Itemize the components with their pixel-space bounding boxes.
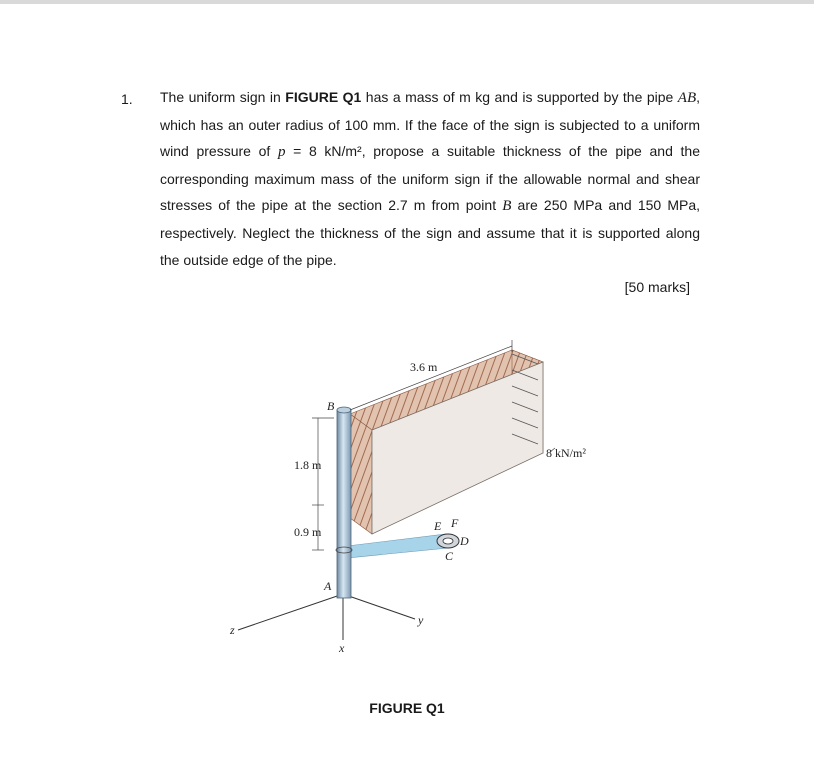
pipe-ab [337, 410, 351, 598]
axis-z-label: z [230, 623, 235, 637]
figure-reference: FIGURE Q1 [285, 89, 362, 105]
axis-x-label: x [339, 641, 345, 655]
point-d-label: D [460, 534, 469, 548]
question-number: 1. [121, 91, 133, 107]
point-e-label: E [434, 519, 442, 533]
axes [238, 594, 415, 640]
marks-label: [50 marks] [624, 279, 690, 295]
height-dim-label: 1.8 m [294, 458, 322, 472]
support-arm [347, 534, 448, 558]
point-a-label: A [324, 579, 332, 593]
point-c-label: C [445, 549, 454, 563]
figure-q1-diagram [210, 322, 630, 662]
pressure-label: 8 kN/m² [546, 446, 586, 460]
question-text: The uniform sign in FIGURE Q1 has a mass of m kg and is supported by the pipe AB, which has an outer radius of 100 mm. If the face of the sign is subjected to a uniform wind pressure of p = 8 kN/m², propose a suitable thickness of the pipe and the corresponding maximum mass of the uniform sign if the allowable normal and shear stresses of the pipe at the section 2.7 m from point B are 250 MPa and 150 MPa, respectively. Neglect the thickness of the sign and assume that it is supported along the outside edge of the pipe. [160, 89, 701, 268]
sign-left-edge [350, 414, 372, 534]
point-b-label: B [327, 399, 335, 413]
lower-dim-label: 0.9 m [294, 525, 322, 539]
figure-caption: FIGURE Q1 [369, 700, 445, 716]
width-dim-label: 3.6 m [410, 360, 438, 374]
axis-y-label: y [418, 613, 424, 627]
point-f-label: F [451, 516, 459, 530]
top-border [0, 0, 814, 4]
